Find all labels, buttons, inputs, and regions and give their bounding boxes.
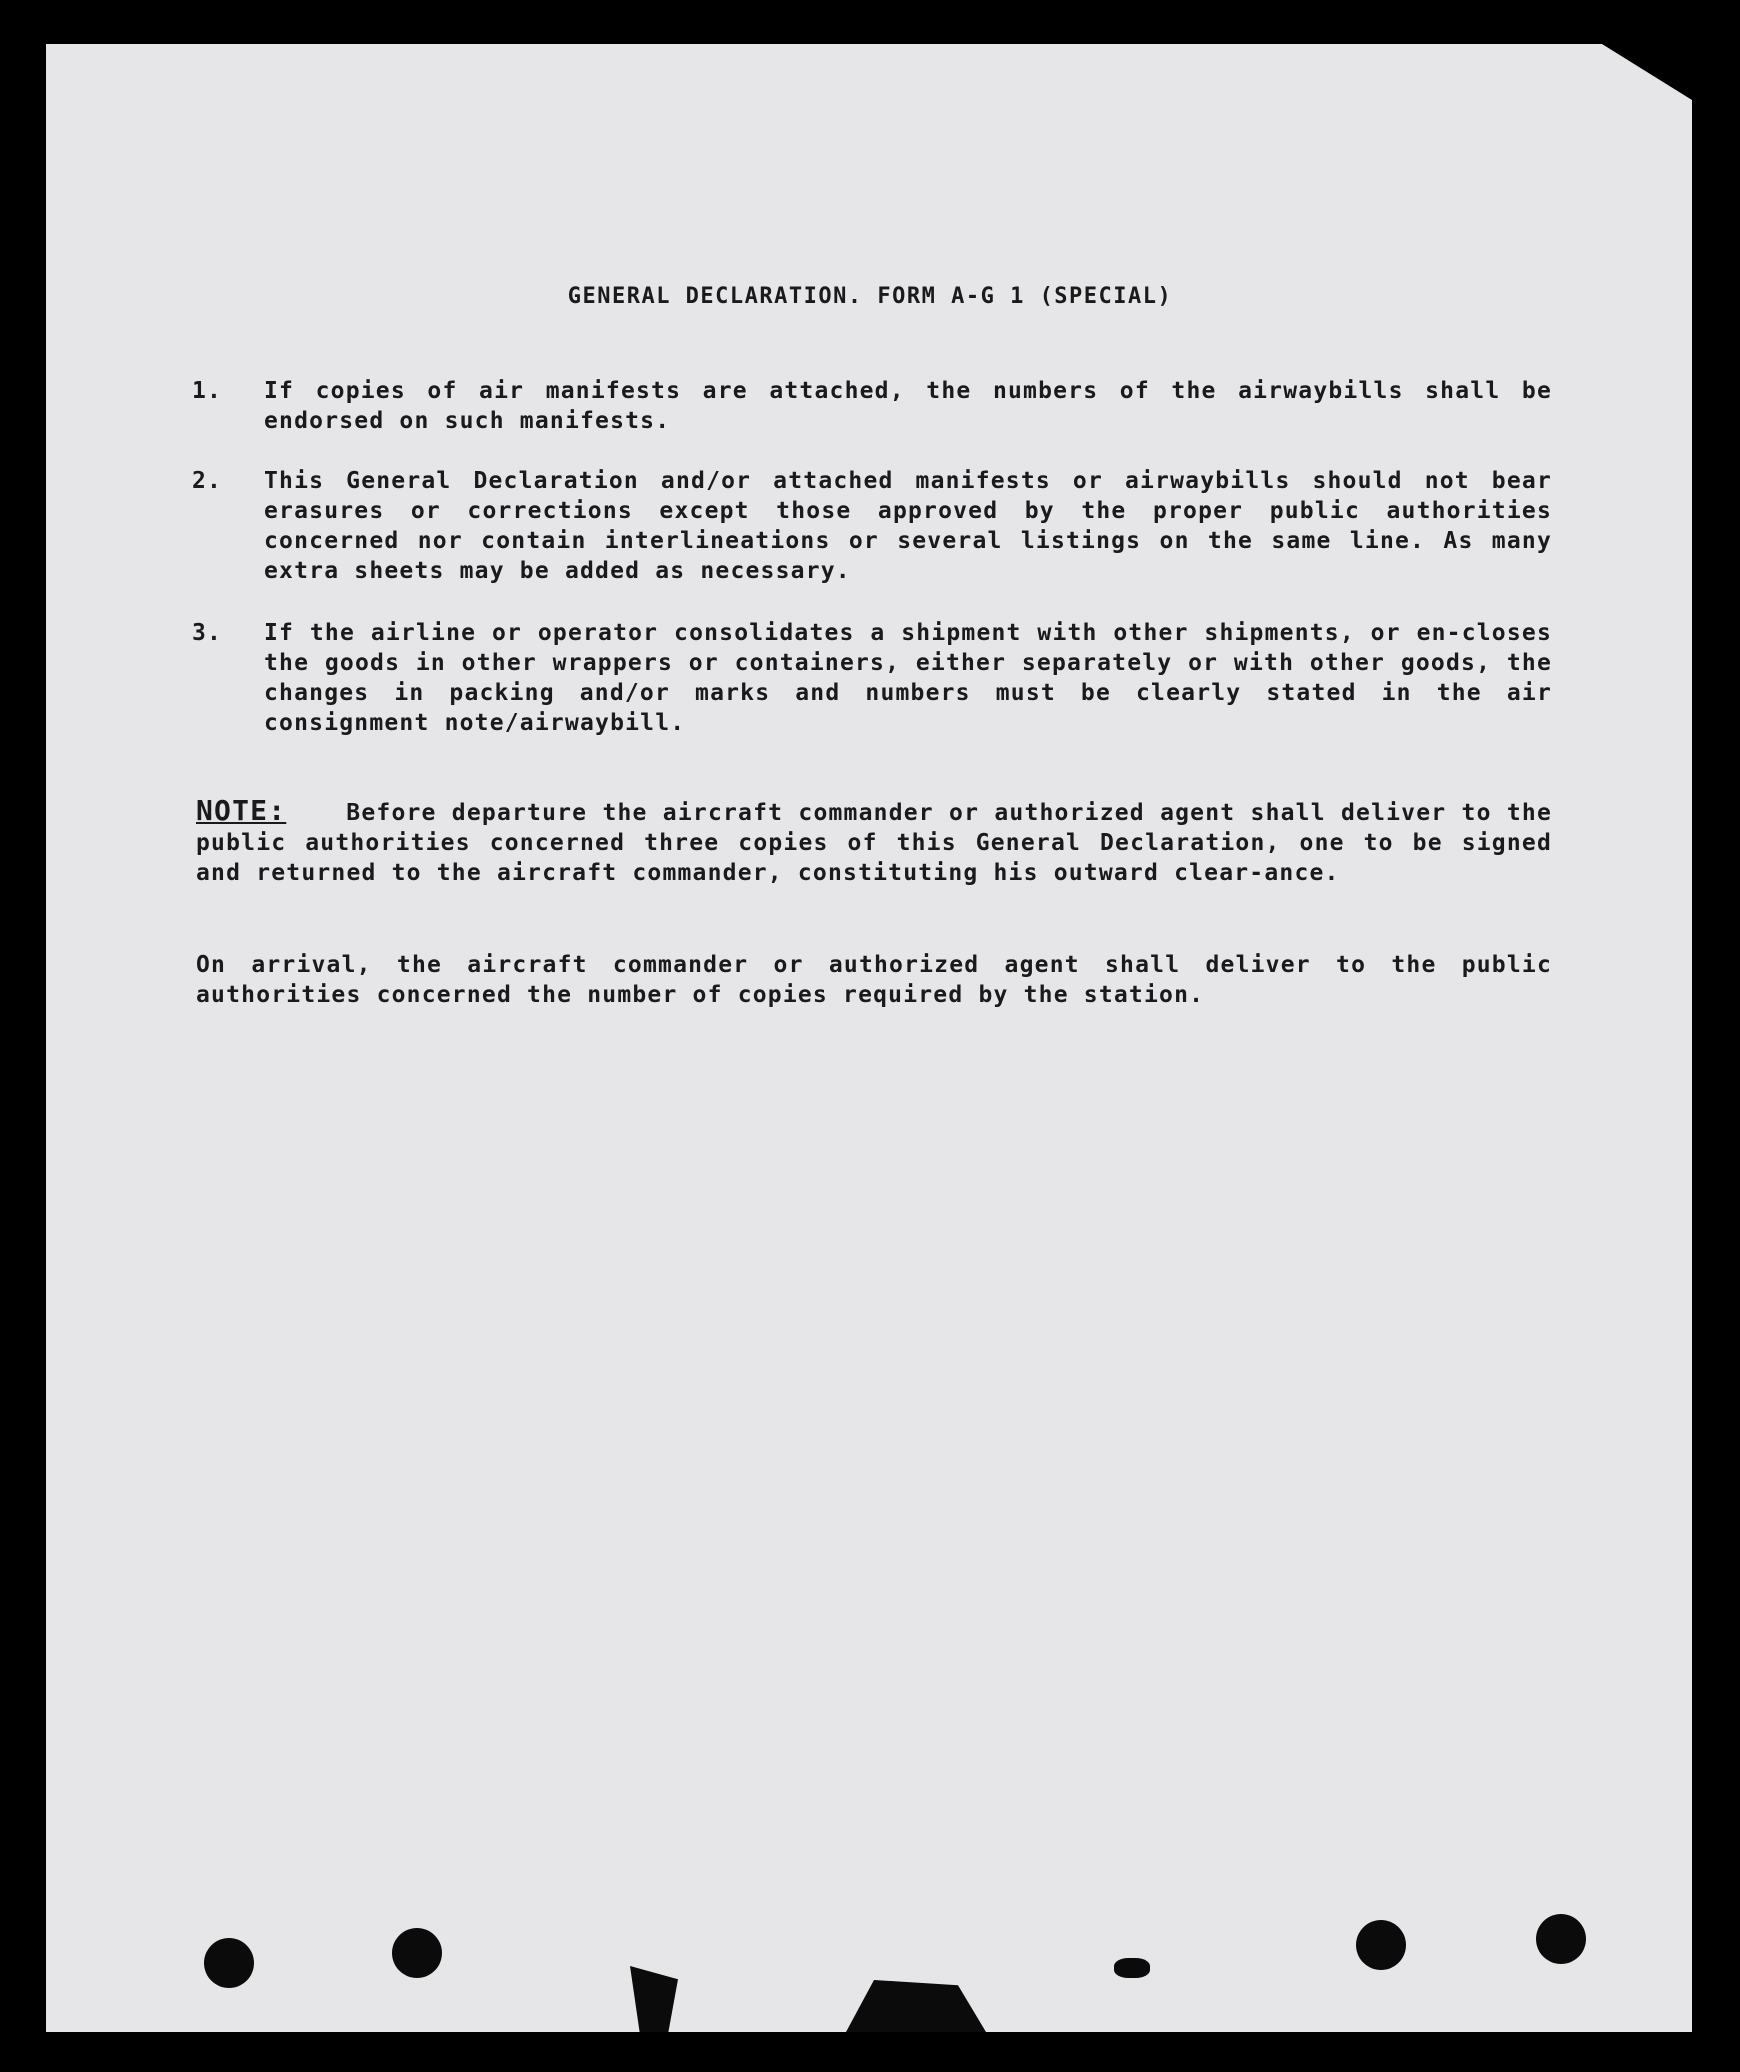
arrival-paragraph: On arrival, the aircraft commander or authorized agent shall deliver to the public authorities concerned the number of copies required by the station. xyxy=(196,952,1552,1008)
document-title: GENERAL DECLARATION. FORM A-G 1 (SPECIAL) xyxy=(567,284,1173,309)
punch-hole xyxy=(204,1938,254,1988)
punch-hole xyxy=(1356,1920,1406,1970)
note-paragraph xyxy=(196,796,1552,888)
item-text: This General Declaration and/or attached manifests or airwaybills should not bear erasures or corrections except those approved by the proper public authorities concerned nor contain interlineations or several listings on the same line. As many extra sheets may be added as necessary. xyxy=(264,468,1552,584)
punch-hole xyxy=(1536,1914,1586,1964)
paper-sheet xyxy=(46,44,1692,2032)
ink-blot xyxy=(1114,1958,1150,1978)
instruction-item-2 xyxy=(192,466,1552,586)
item-number: 2. xyxy=(192,468,223,494)
item-number: 3. xyxy=(192,620,223,646)
item-number: 1. xyxy=(192,378,223,404)
item-text: If copies of air manifests are attached, the numbers of the airwaybills shall be endorsed on such manifests. xyxy=(264,378,1552,434)
instruction-item-3 xyxy=(192,618,1552,738)
instruction-item-1 xyxy=(192,376,1552,436)
punch-hole xyxy=(392,1928,442,1978)
note-label: NOTE: xyxy=(196,794,287,827)
note-text: Before departure the aircraft commander or authorized agent shall deliver to the public authorities concerned three copies of this General Declaration, one to be signed and returned to the aircraft commander, constituting his outward clear-ance. xyxy=(196,800,1552,886)
item-text: If the airline or operator consolidates a shipment with other shipments, or en-closes the goods in other wrappers or containers, either separately or with other goods, the changes in packing and/or marks and numbers must be clearly stated in the air consignment note/airwaybill. xyxy=(264,620,1552,736)
